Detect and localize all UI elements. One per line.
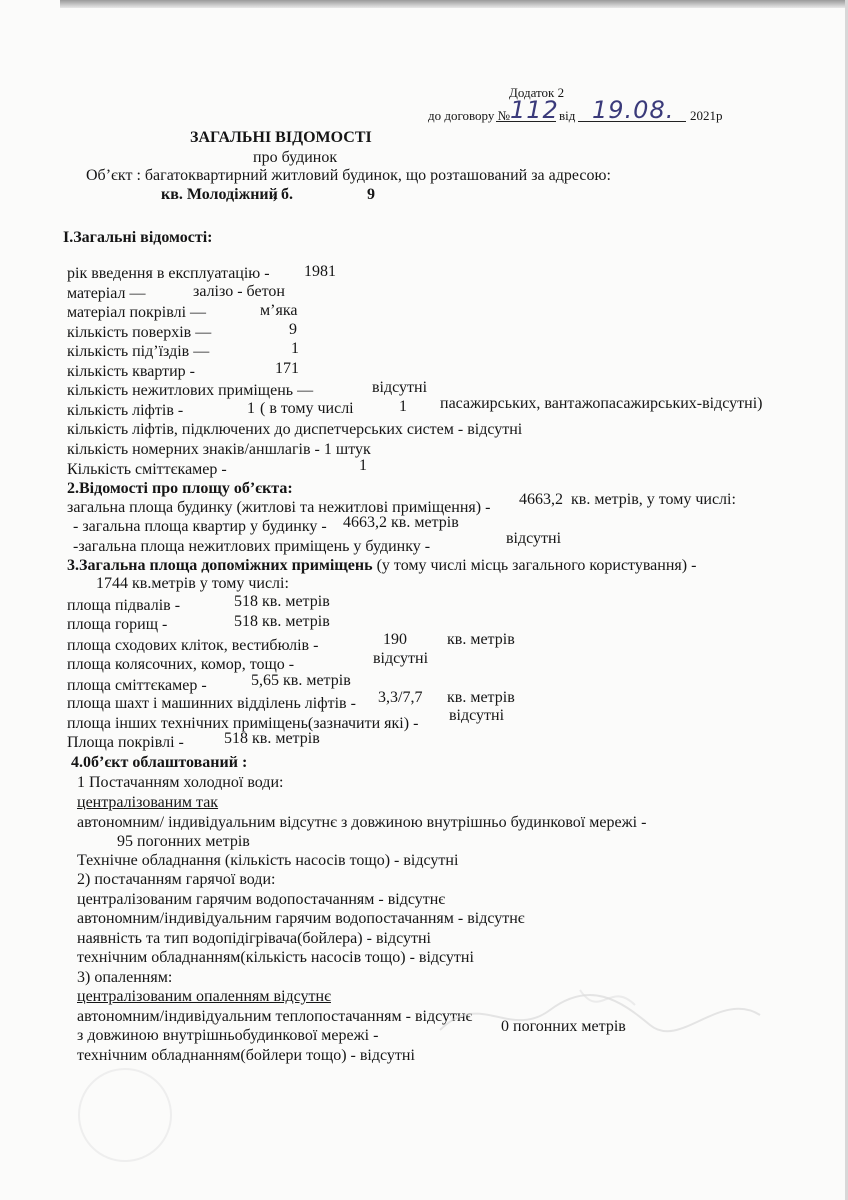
other-tech-label: площа інших технічних приміщень(зазначити які) - [67,715,419,732]
section4-heading: 4.0б’єкт облаштований : [71,754,248,771]
shafts-unit: кв. метрів [447,689,515,706]
storage-value: відсутні [373,650,429,667]
entrances-label: кількість під’їздів — [67,343,210,360]
basements-label: площа підвалів - [67,597,181,614]
cold-water-length: 95 погонних метрів [117,833,250,850]
number-signs: кількість номерних знаків/аншлагів - 1 штук [67,441,371,458]
address-number: 9 [367,186,375,203]
floors-value: 9 [289,321,297,338]
heating-equipment: технічним обладнанням(бойлери тощо) - відсутні [77,1047,415,1064]
basements-value: 518 кв. метрів [234,593,330,610]
apartment-area-value: 4663,2 кв. метрів [343,514,459,531]
floors-label: кількість поверхів — [67,324,212,341]
contract-year: 2021р [690,108,723,123]
bleed-through-stamp [70,1060,190,1170]
material-value: залізо - бетон [193,283,285,300]
contract-prefix: до договору № [428,108,511,123]
roof-area-label: Площа покрівлі - [67,734,184,751]
contract-number: 112 [510,96,559,124]
attics-value: 518 кв. метрів [234,613,330,630]
contract-date: 19.08. [592,96,675,124]
heating-heading: 3) опаленням: [77,969,173,986]
material-label: матеріал — [67,285,146,302]
year-value: 1981 [304,263,336,280]
section1-heading: І.Загальні відомості: [63,229,213,246]
contract-from-label: від [559,108,576,123]
chutes-value: 1 [359,457,367,474]
hot-water-boiler: наявність та тип водопідігрівача(бойлера) - відсутні [77,930,431,947]
total-area-label: загальна площа будинку (житлові та нежитлові приміщення) - [67,499,491,516]
nonres-area-value: відсутні [506,530,562,547]
apartment-area-label: - загальна площа квартир у будинку - [73,518,327,535]
roof-material-value: м’яка [260,302,298,319]
section3-heading [67,558,696,574]
storage-label: площа колясочних, комор, тощо - [67,656,295,673]
heating-auto: автономним/індивідуальним теплопостачанням - відсутнє [77,1008,473,1025]
stairs-unit: кв. метрів [447,631,515,648]
address-street: кв. Молодіжний [161,186,278,203]
addendum-label: Додаток 2 [509,85,565,100]
object-line: Об’єкт : багатоквартирний житловий будинок, що розташований за адресою: [86,167,611,184]
heating-length-label: з довжиною внутрішньобудинкової мережі - [77,1027,379,1044]
chute-room-label: площа сміттєкамер - [67,677,207,694]
lifts-value: 1 [247,400,255,417]
shafts-value: 3,3/7,7 [378,689,423,706]
chutes-label: Кількість сміттєкамер - [67,461,227,478]
cold-water-equipment: Технічне обладнання (кількість насосів тощо) - відсутні [77,852,459,869]
section2-heading: 2.Відомості про площу об’єкта: [67,480,293,497]
total-area-tail: кв. метрів, у тому числі: [571,491,736,508]
cold-water-heading: 1 Постачанням холодної води: [77,774,284,791]
cold-water-auto: автономним/ індивідуальним відсутнє з довжиною внутрішньо будинкової мережі - [77,814,647,831]
year-label: рік введення в експлуатацію - [67,265,270,282]
apartments-value: 171 [275,360,299,377]
apartments-label: кількість квартир - [67,363,195,380]
page-subtitle: про будинок [253,149,338,166]
hot-water-equipment: технічним обладнанням(кількість насосів тощо) - відсутні [77,949,474,966]
nonres-count-value: відсутні [372,379,428,396]
heating-central: централізованим опаленням відсутнє [77,988,331,1005]
lifts-dispatch: кількість ліфтів, підключених до диспетчерських систем - відсутні [67,421,523,438]
chute-room-value: 5,65 кв. метрів [251,672,351,689]
lifts-passenger-count: 1 [399,398,407,415]
hot-water-central: централізованим гарячим водопостачанням - відсутнє [77,891,446,908]
total-area-value: 4663,2 [519,491,563,508]
lifts-incl: ( в тому числі [260,400,354,417]
heating-length-value: 0 погонних метрів [501,1018,626,1035]
hot-water-heading: 2) постачанням гарячої води: [77,871,276,888]
page-title: ЗАГАЛЬНІ ВІДОМОСТІ [190,129,372,146]
contract-number-underline [496,121,556,122]
nonres-area-label: -загальна площа нежитлових приміщень у будинку - [73,538,431,555]
address-b: , б. [273,186,293,203]
attics-label: площа горищ - [67,616,168,633]
roof-area-value: 518 кв. метрів [224,730,320,747]
hot-water-auto: автономним/індивідуальним гарячим водопостачанням - відсутнє [77,910,525,927]
stairs-value: 190 [383,631,407,648]
aux-total: 1744 кв.метрів у тому числі: [96,575,289,592]
bleed-through-signature [420,970,780,1060]
other-tech-value: відсутні [449,707,505,724]
section3-heading-bold: 3.Загальна площа допоміжних приміщень [67,557,373,574]
roof-material-label: матеріал покрівлі — [67,304,207,321]
nonres-count-label: кількість нежитлових приміщень — [67,382,314,399]
entrances-value: 1 [291,340,299,357]
stairs-label: площа сходових кліток, вестибюлів - [67,637,319,654]
scan-edge [60,0,848,8]
cold-water-central: централізованим так [77,794,219,811]
shafts-label: площа шахт і машинних відділень ліфтів - [67,695,356,712]
contract-date-underline [578,121,686,122]
section3-heading-tail: (у тому числі місць загального користування) - [372,557,697,574]
lifts-tail: пасажирських, вантажопасажирських-відсутні) [440,395,763,412]
lifts-label: кількість ліфтів - [67,402,184,419]
